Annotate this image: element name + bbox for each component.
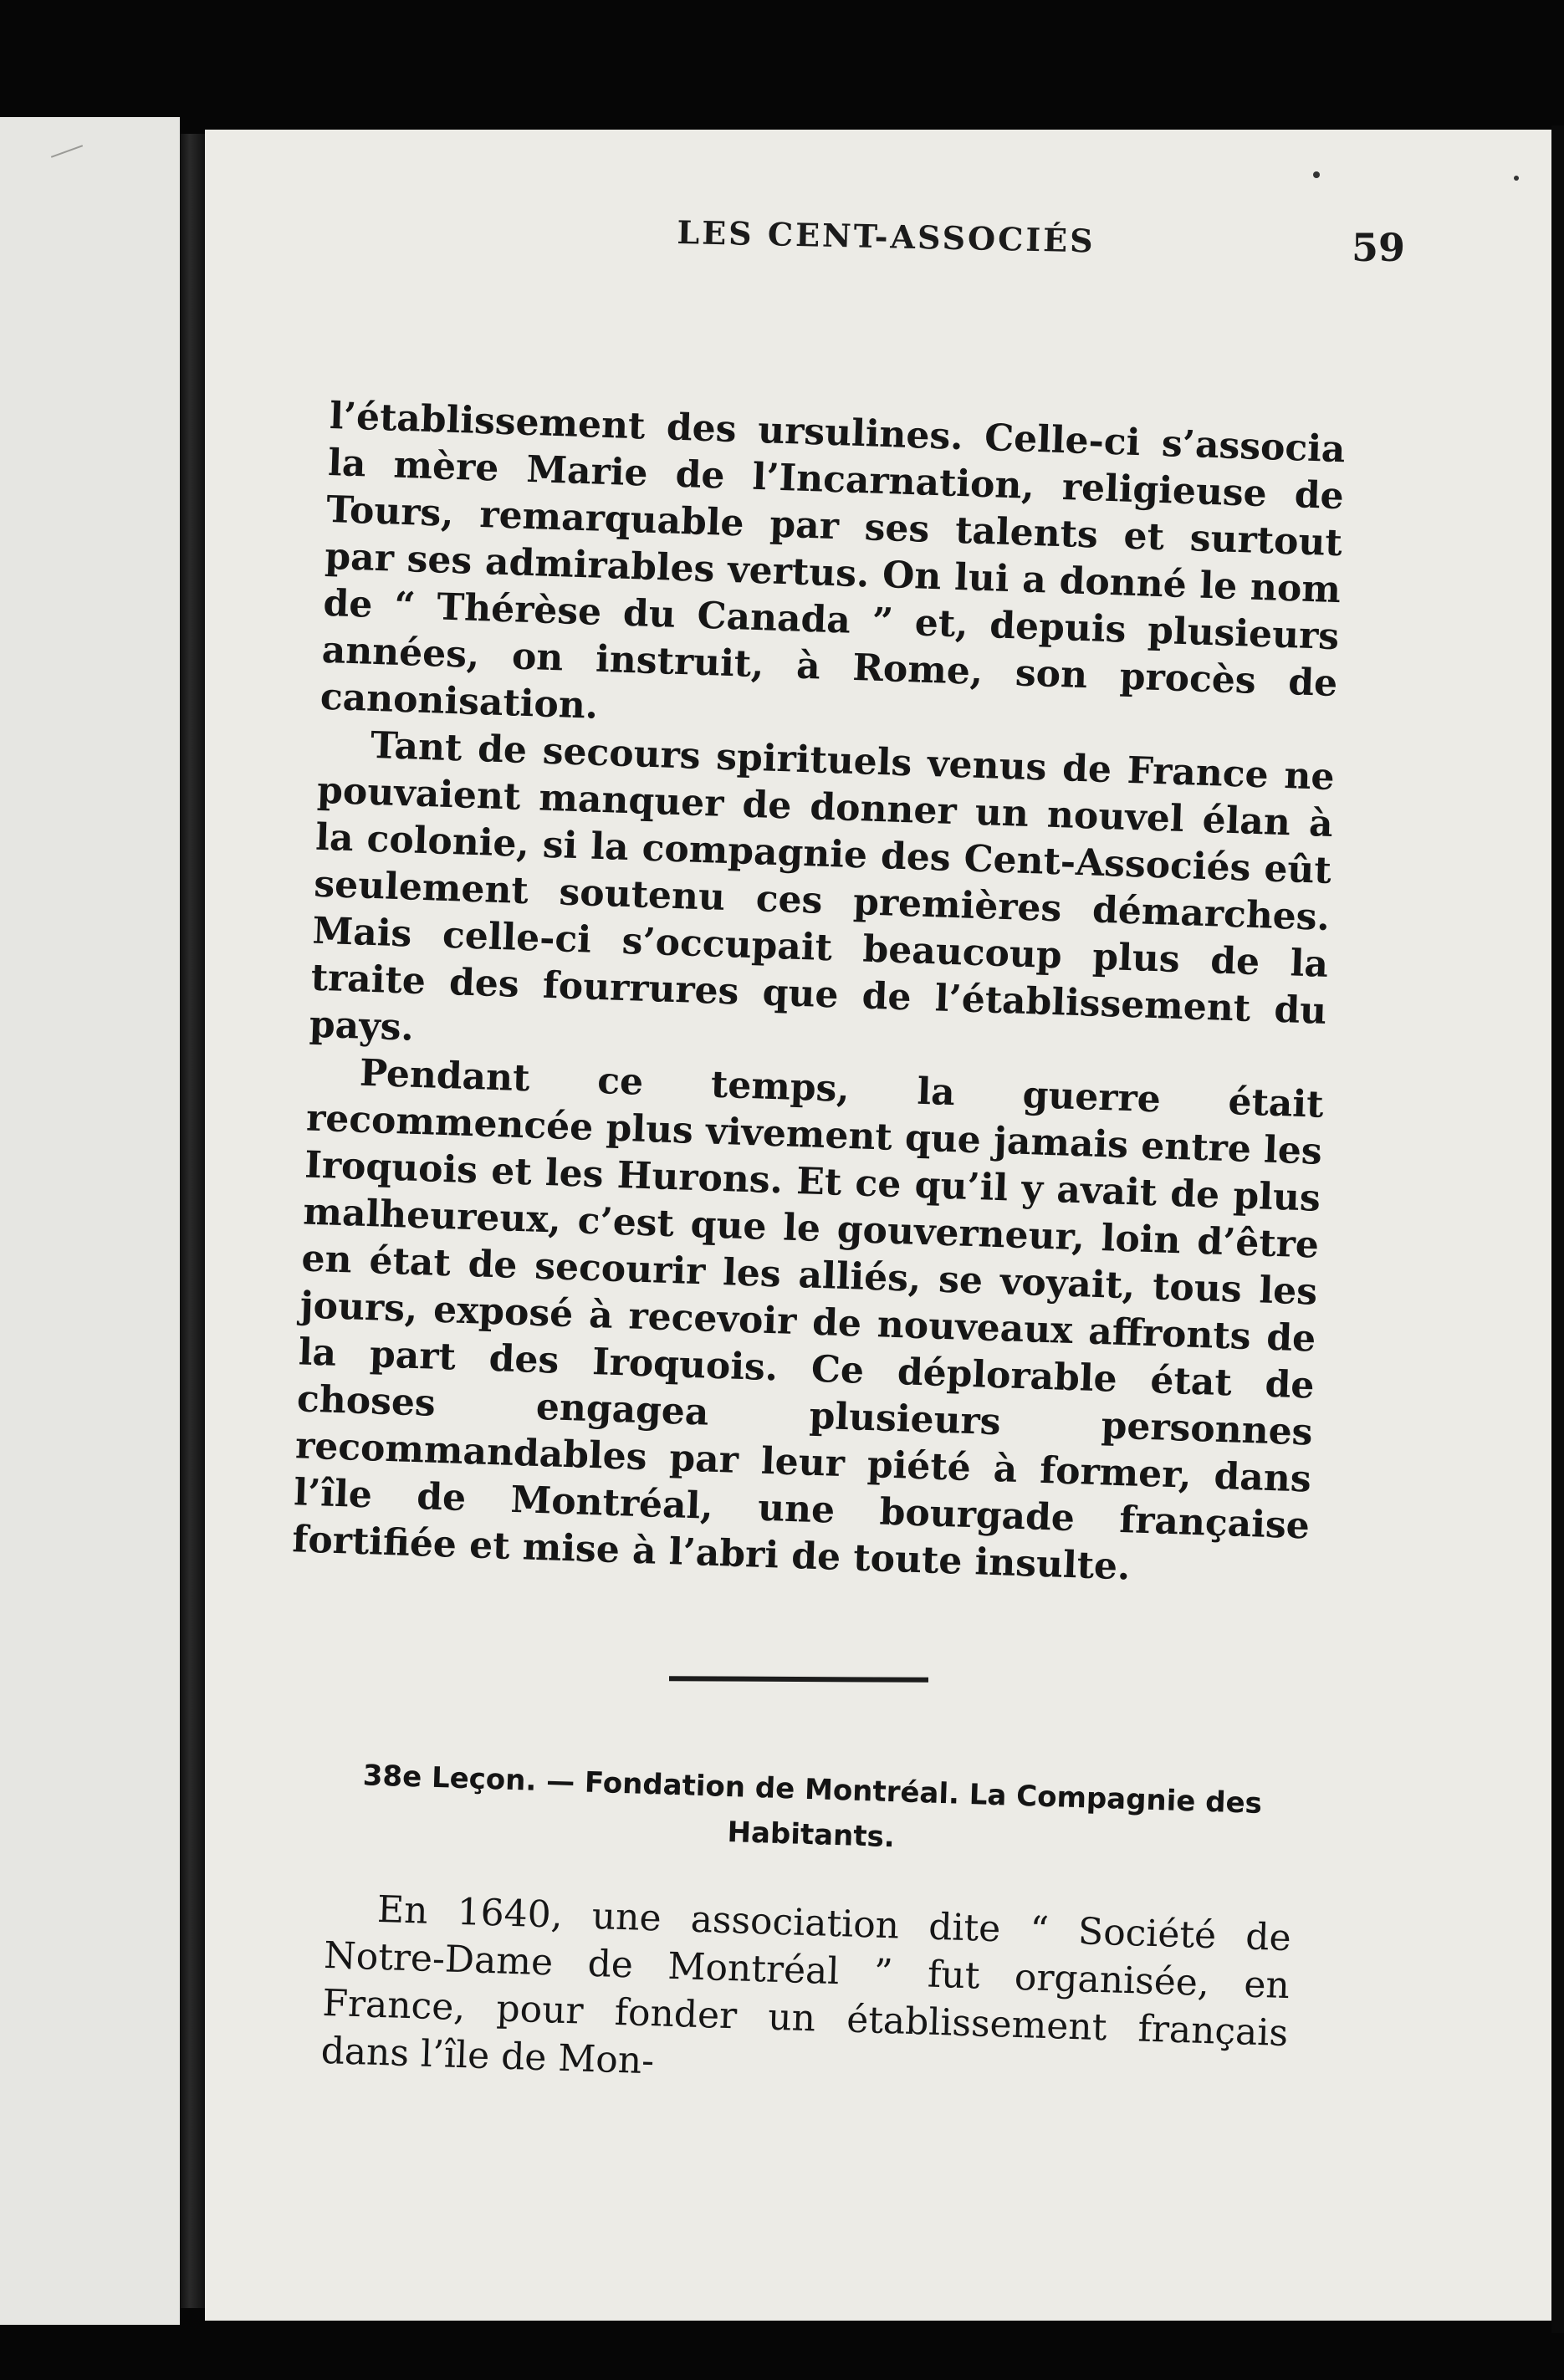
body-text xyxy=(292,393,1347,1597)
running-title: LES CENT-ASSOCIÉS xyxy=(677,213,1096,260)
lesson-heading: 38e Leçon. — Fondation de Montréal. La Compagnie des Habitants. xyxy=(362,1759,1263,1855)
running-header xyxy=(468,213,1405,270)
paragraph-2: Tant de secours spirituels venus de France ne pouvaient manquer de donner un nouvel élan à la colonie, si la compagnie des Cent-Associés eût seulement soutenu ces premières démarches. Mais celle-ci s’occupait beaucoup plus de la traite des fourrures que de l’établissement du pays. xyxy=(309,723,1336,1050)
page-number: 59 xyxy=(1351,225,1405,270)
scan-right-edge xyxy=(1551,125,1564,2333)
book-gutter xyxy=(180,134,205,2308)
paragraph-1: l’établissement des ursulines. Celle-ci s’associa la mère Marie de l’Incarnation, religieuse de Tours, remarquable par ses talents et surtout par ses admirables vertus. On lui a donné le nom de “ Thérèse du Canada ” et, depuis plusieurs années, on instruit, à Rome, son procès de canonisation. xyxy=(319,394,1347,728)
facing-page-edge xyxy=(0,117,180,2325)
paragraph-3: Pendant ce temps, la guerre était recommencée plus vivement que jamais entre les Iroquois et les Hurons. Et ce qu’il y avait de plus malheureux, c’est que le gouverneur, loin d’être en état de secourir les alliés, se voyait, tous les jours, exposé à recevoir de nouveaux affronts de la part des Iroquois. Ce déplorable état de choses engagea plusieurs personnes recommandables par leur piété à former, dans l’île de Montréal, une bourgade française fortifiée et mise à l’abri de toute insulte. xyxy=(291,1051,1325,1589)
page-smudge xyxy=(51,145,83,158)
lesson-section xyxy=(320,1752,1296,2105)
lesson-paragraph: En 1640, une association dite “ Société de Notre-Dame de Montréal ” fut organisée, en France, pour fonder un établissement français dans l’île de Mon- xyxy=(319,1887,1292,2083)
ink-speck xyxy=(1514,176,1519,181)
ink-speck xyxy=(1313,171,1320,178)
